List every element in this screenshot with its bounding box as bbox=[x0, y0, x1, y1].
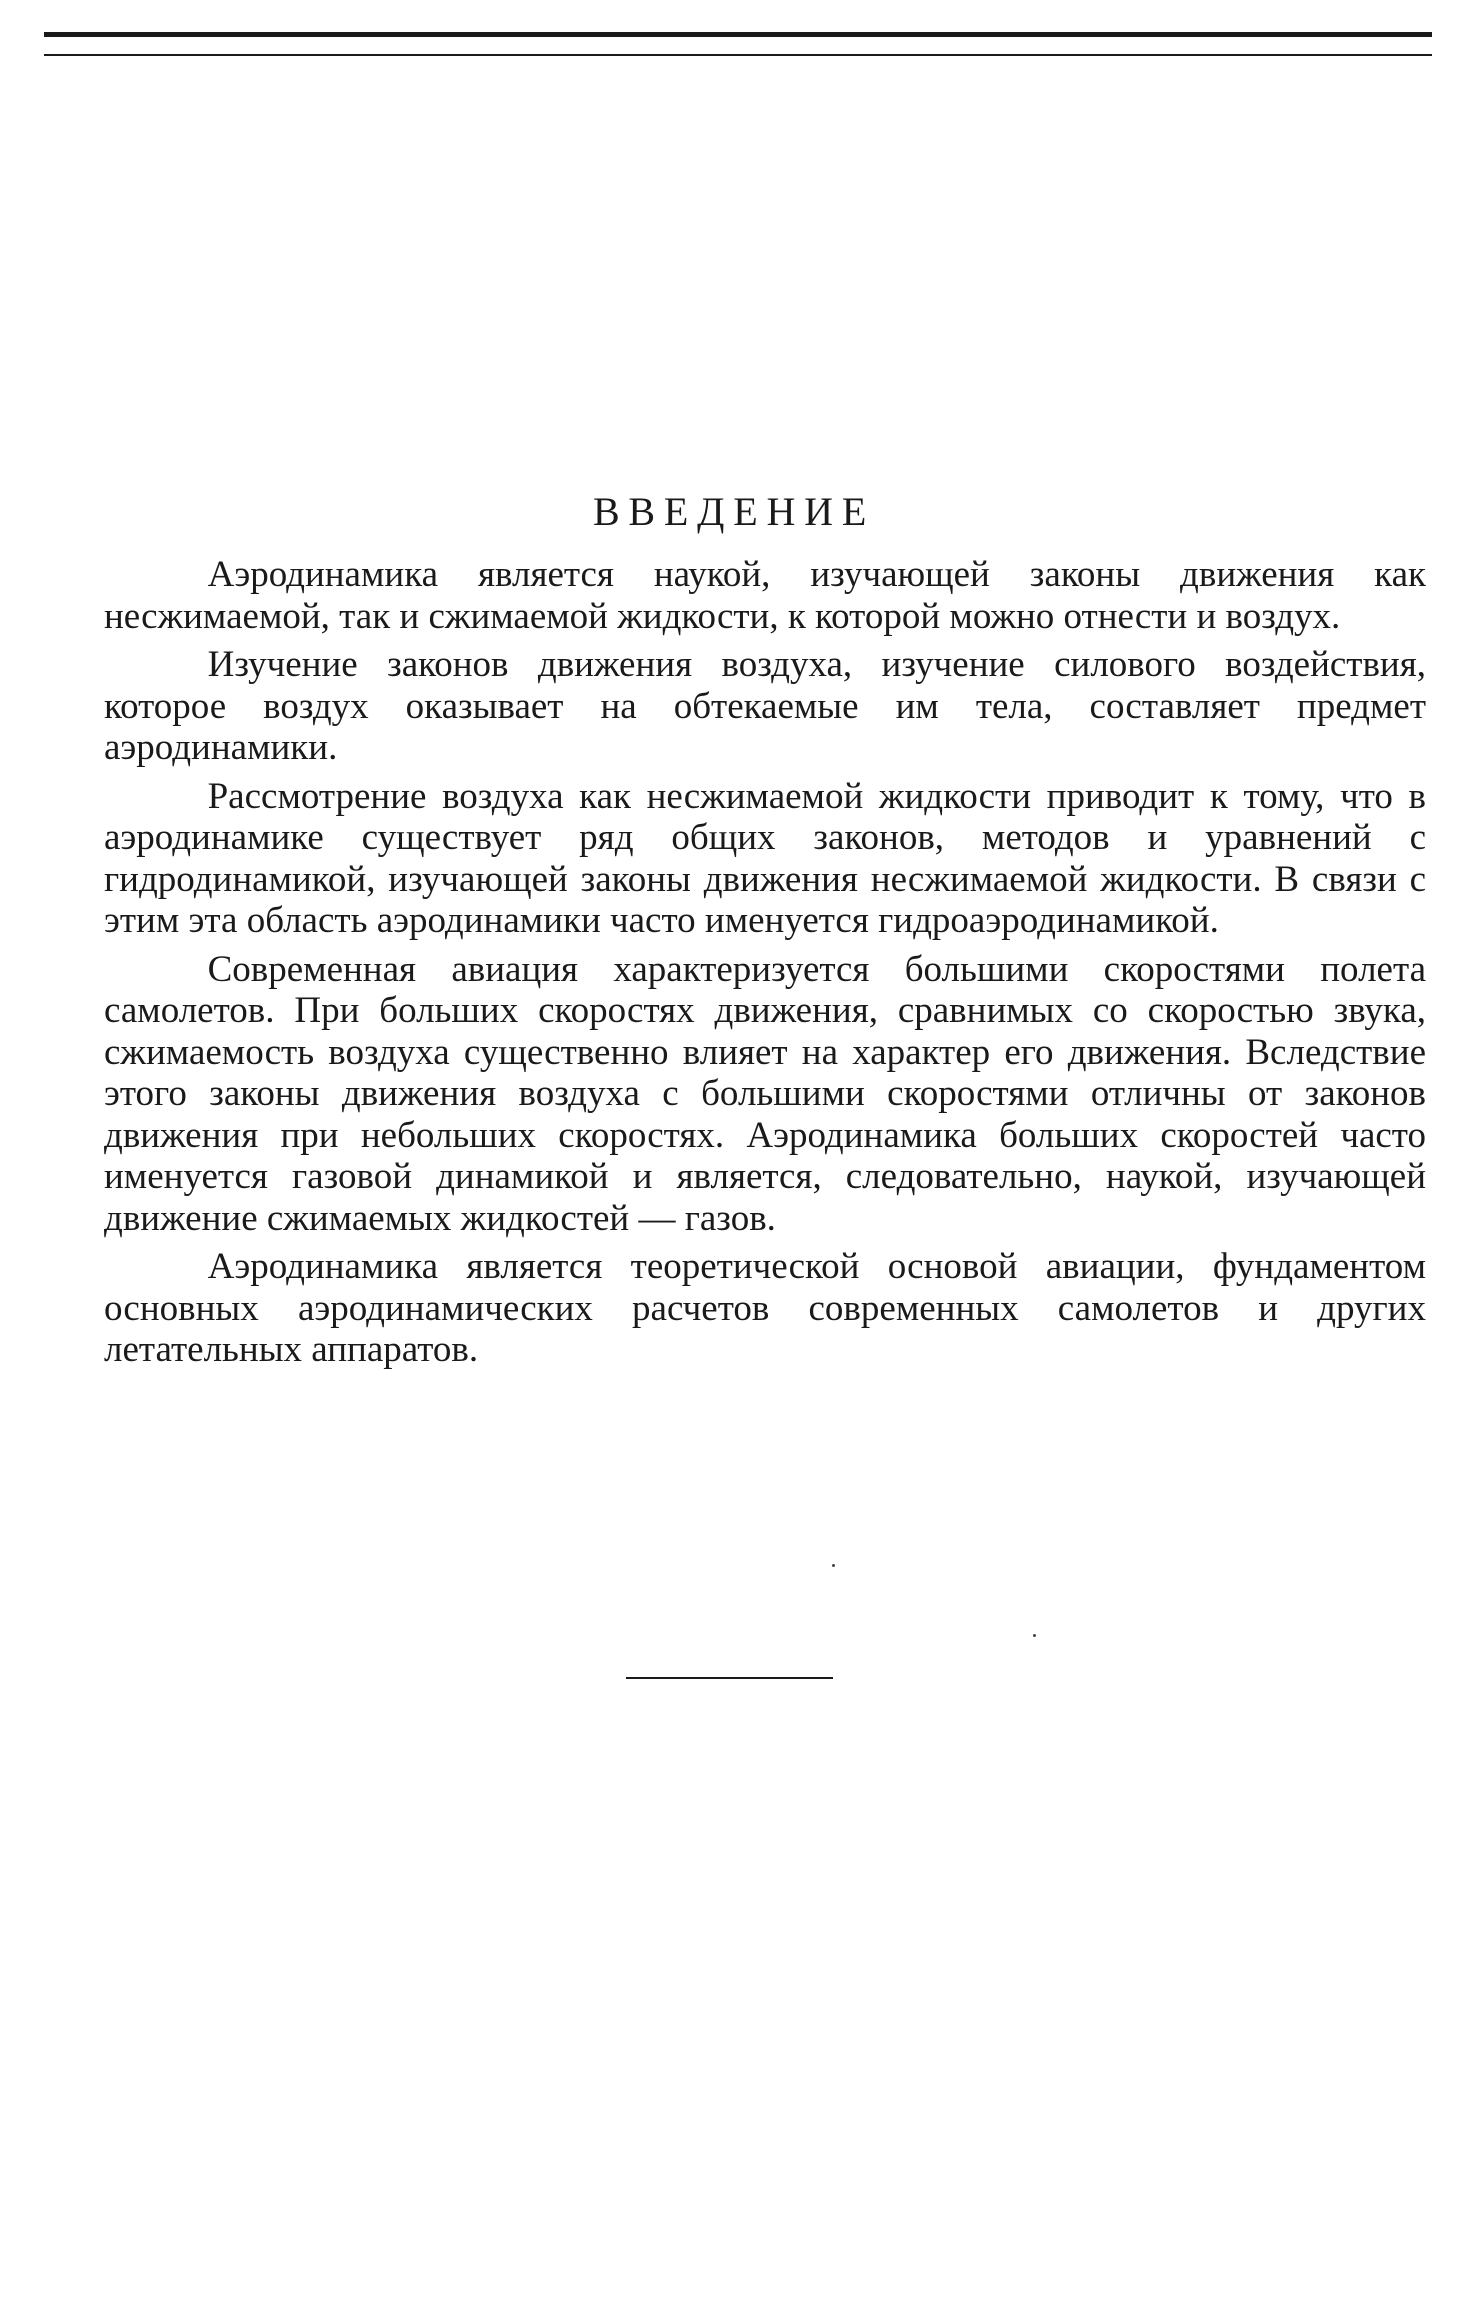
paragraph: Современная авиация характеризуется большими скоростями полета самолетов. При больших скоростях движения, сравнимых со скоростью звука, сжимаемость воздуха существенно влияет на характер его движения. Вследствие этого законы движения воздуха с большими скоростями отличны от законов движения при небольших скоростях. Аэродинамика больших скоростей часто именуется газовой динамикой и является, следовательно, наукой, изучающей движение сжимаемых жидкостей — газов. bbox=[104, 948, 1426, 1239]
paragraph: Рассмотрение воздуха как несжимаемой жидкости приводит к тому, что в аэродинамике существует ряд общих законов, методов и уравнений с гидродинамикой, изучающей законы движения несжимаемой жидкости. В связи с этим эта область аэродинамики часто именуется гидроаэродинамикой. bbox=[104, 775, 1426, 941]
section-end-rule bbox=[626, 1677, 833, 1679]
paragraph: Аэродинамика является наукой, изучающей законы движения как несжимаемой, так и сжимаемой жидкости, к которой можно отнести и воздух. bbox=[104, 554, 1426, 637]
print-speck bbox=[1033, 1634, 1036, 1637]
paragraph: Аэродинамика является теоретической основой авиации, фундаментом основных аэродинамических расчетов современных самолетов и других летательных аппаратов. bbox=[104, 1246, 1426, 1370]
header-rule-thick bbox=[44, 32, 1432, 37]
page-title: ВВЕДЕНИЕ bbox=[592, 489, 876, 534]
print-speck bbox=[832, 1564, 835, 1567]
header-rule-thin bbox=[44, 54, 1432, 56]
introduction-body bbox=[104, 554, 1426, 1378]
paragraph: Изучение законов движения воздуха, изучение силового воздействия, которое воздух оказывает на обтекаемые им тела, составляет предмет аэродинамики. bbox=[104, 644, 1426, 768]
